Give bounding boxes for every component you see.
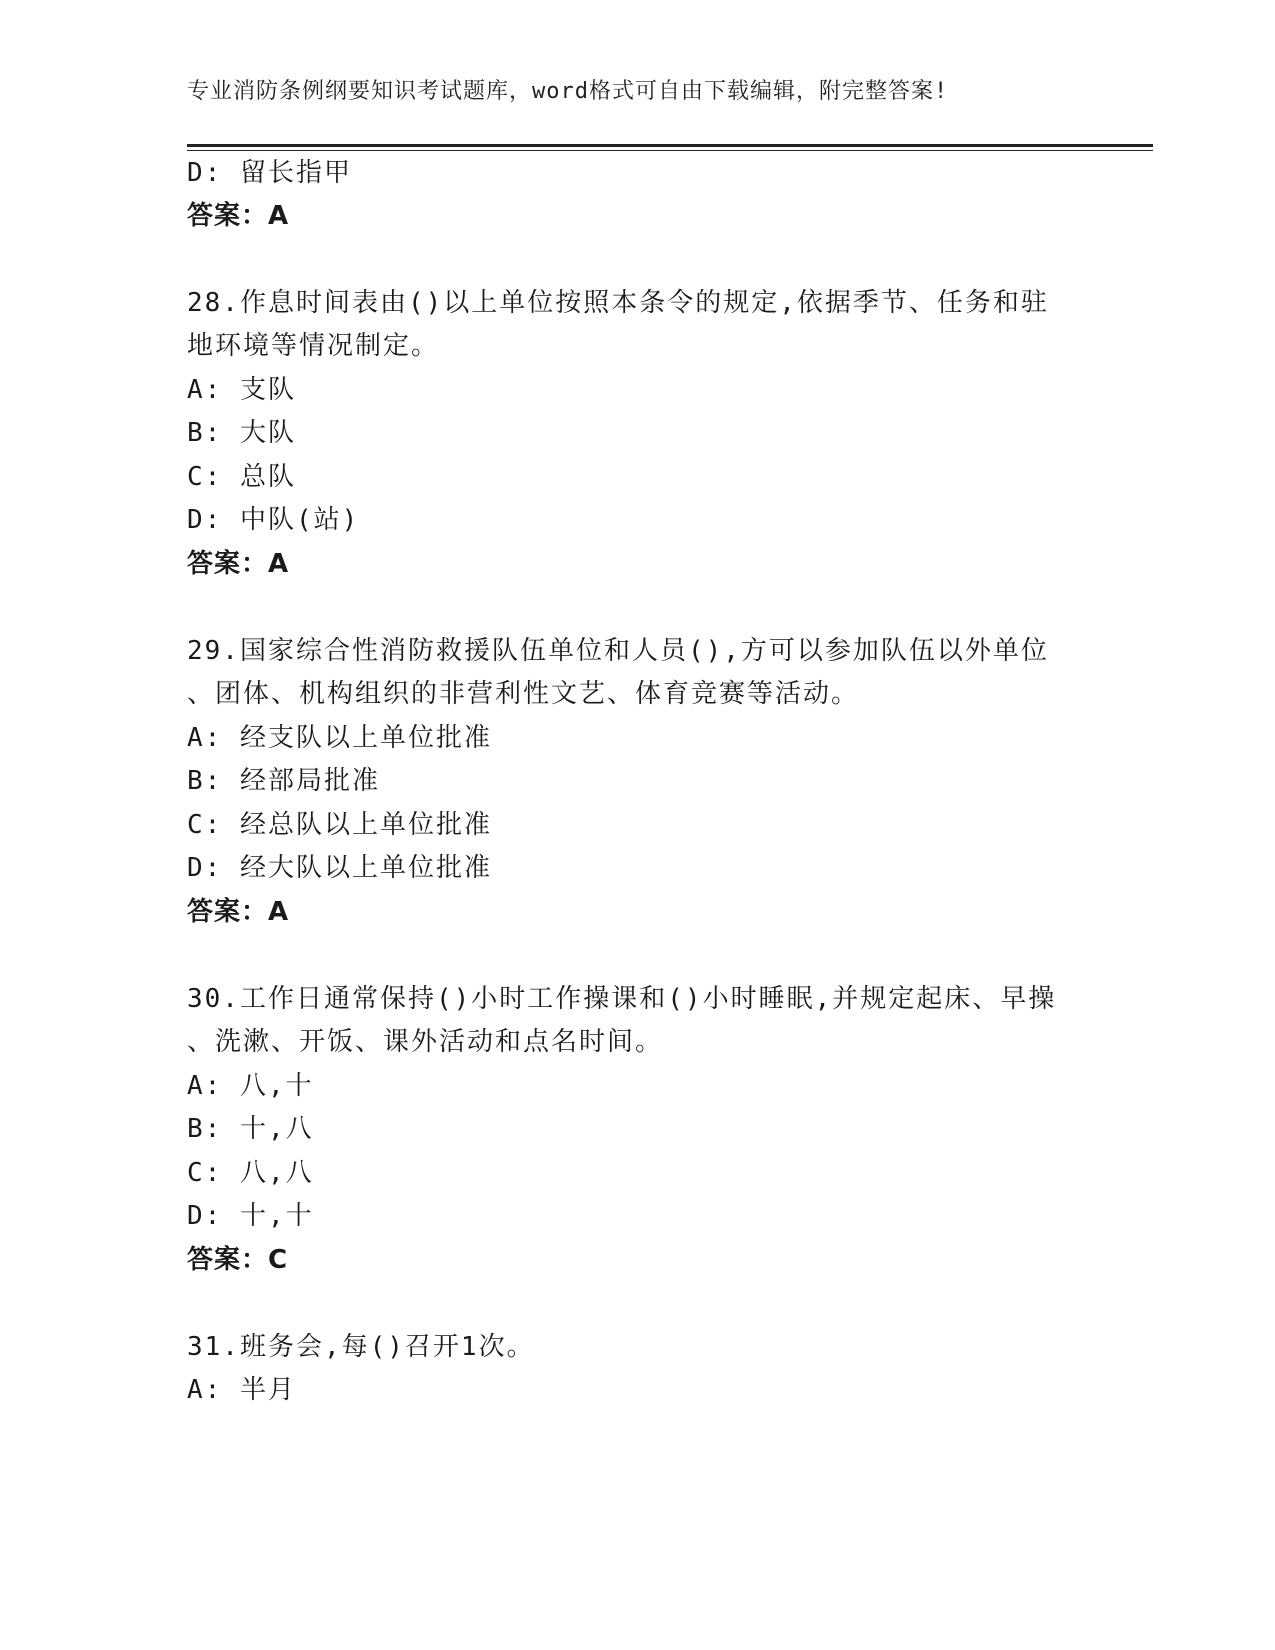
option-line: A: 经支队以上单位批准 — [187, 723, 492, 753]
answer-line: 答案：A — [187, 897, 290, 927]
question-line: 31.班务会,每()召开1次。 — [187, 1332, 535, 1362]
option-line: B: 十,八 — [187, 1114, 314, 1144]
option-line: D: 经大队以上单位批准 — [187, 853, 492, 883]
option-line: B: 经部局批准 — [187, 766, 380, 796]
answer-line: 答案：C — [187, 1245, 289, 1275]
question-line: 30.工作日通常保持()小时工作操课和()小时睡眠,并规定起床、早操 — [187, 984, 1057, 1014]
question-line: 28.作息时间表由()以上单位按照本条令的规定,依据季节、任务和驻 — [187, 288, 1049, 318]
header-title: 专业消防条例纲要知识考试题库，word格式可自由下载编辑，附完整答案! — [187, 79, 949, 104]
option-line: D: 留长指甲 — [187, 158, 352, 188]
header-rule-thick — [187, 144, 1153, 147]
option-line: C: 八,八 — [187, 1158, 314, 1188]
option-line: A: 支队 — [187, 375, 296, 405]
option-line: D: 十,十 — [187, 1201, 314, 1231]
option-line: C: 经总队以上单位批准 — [187, 810, 492, 840]
answer-line: 答案：A — [187, 549, 290, 579]
question-line: 29.国家综合性消防救援队伍单位和人员(),方可以参加队伍以外单位 — [187, 636, 1049, 666]
option-line: D: 中队(站) — [187, 505, 360, 535]
answer-line: 答案：A — [187, 201, 290, 231]
question-line: 、洗漱、开饭、课外活动和点名时间。 — [187, 1027, 664, 1057]
option-line: B: 大队 — [187, 418, 296, 448]
header-rule-thin — [187, 150, 1153, 151]
question-line: 、团体、机构组织的非营利性文艺、体育竞赛等活动。 — [187, 679, 860, 709]
question-line: 地环境等情况制定。 — [187, 331, 440, 361]
option-line: C: 总队 — [187, 462, 296, 492]
option-line: A: 半月 — [187, 1375, 296, 1405]
option-line: A: 八,十 — [187, 1071, 314, 1101]
